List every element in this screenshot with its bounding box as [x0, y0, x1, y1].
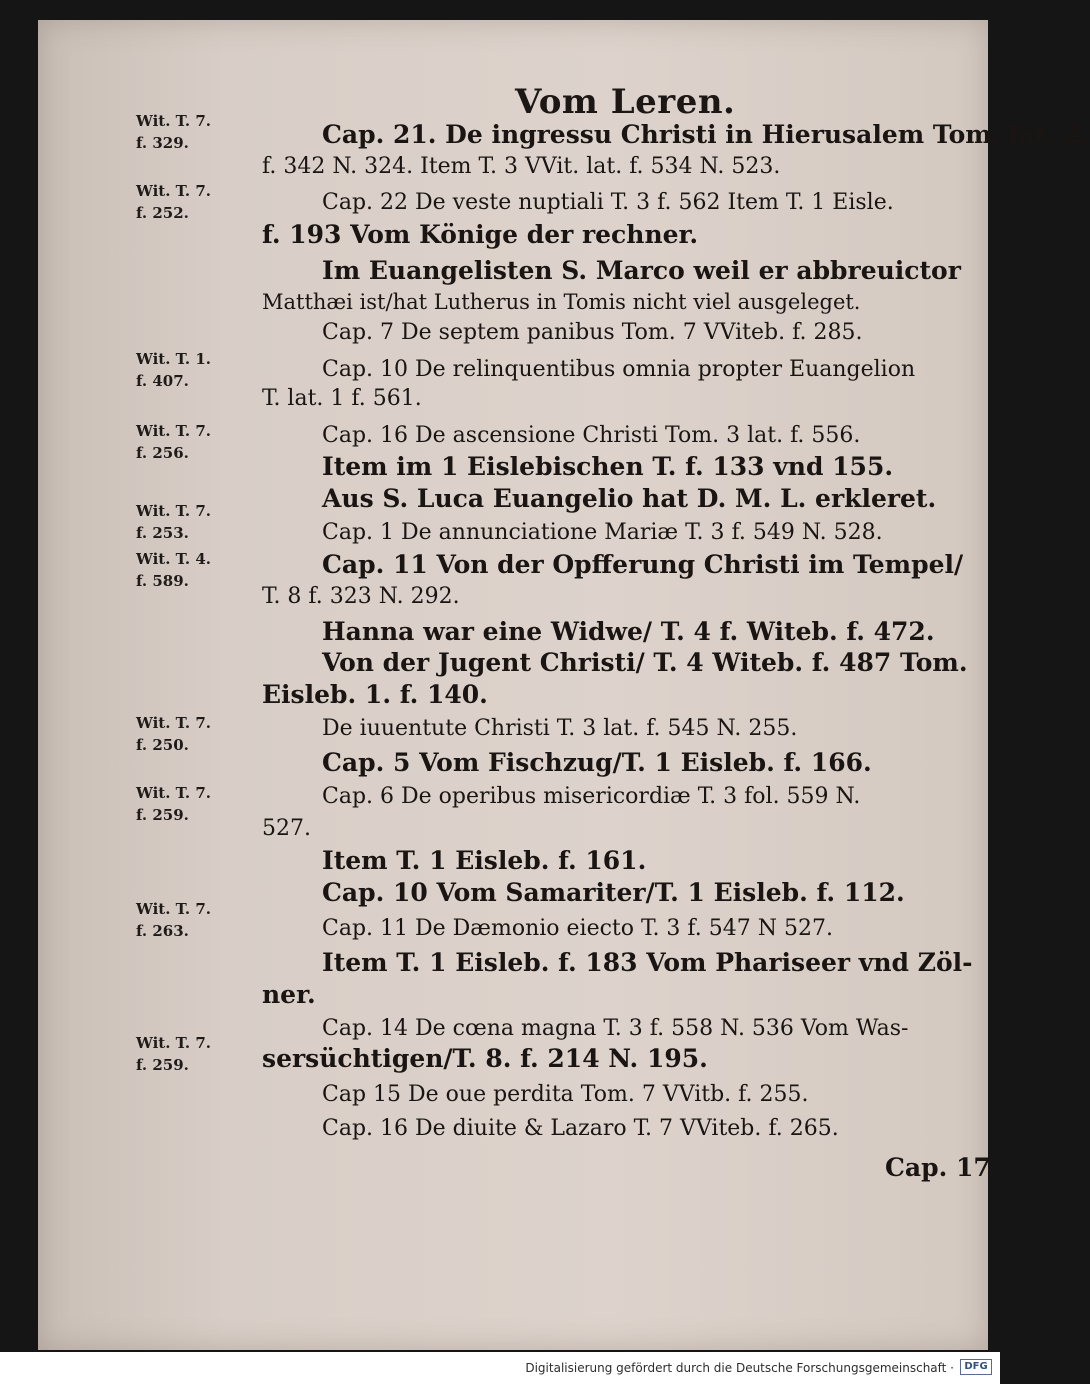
margin-note — [136, 500, 256, 544]
margin-note-line: f. 589. — [136, 572, 189, 590]
text-line: f. 193 Vom Könige der rechner. — [262, 220, 699, 249]
text-line: Cap. 10 De relinquentibus omnia propter Euangelion — [322, 357, 916, 382]
text-line: Cap. 1 De annunciatione Mariæ T. 3 f. 549 N. 528. — [322, 520, 883, 545]
margin-note-line: f. 259. — [136, 1056, 189, 1074]
text-line: Cap. 21. De ingressu Christi in Hierusalem Tom. lat. 2. — [322, 120, 1090, 149]
text-line: T. 8 f. 323 N. 292. — [262, 584, 460, 609]
text-line: Cap. 11 Von der Opfferung Christi im Tempel/ — [322, 550, 964, 579]
text-line: Matthæi ist/hat Lutherus in Tomis nicht viel ausgeleget. — [262, 290, 861, 314]
funding-notice: Digitalisierung gefördert durch die Deutsche Forschungsgemeinschaft · — [525, 1361, 954, 1375]
margin-note-line: f. 263. — [136, 922, 189, 940]
text-line: Cap. 5 Vom Fischzug/T. 1 Eisleb. f. 166. — [322, 748, 872, 777]
text-line: Cap. 16 De diuite & Lazaro T. 7 VVitеb. f. 265. — [322, 1116, 839, 1141]
margin-note-line: Wit. T. 7. — [136, 422, 211, 440]
text-line: Im Euangelisten S. Marco weil er abbreuictor — [322, 256, 961, 285]
text-line: Item T. 1 Eisleb. f. 161. — [322, 846, 647, 875]
text-line: sersüchtigen/T. 8. f. 214 N. 195. — [262, 1044, 708, 1073]
dfg-logo[interactable]: DFG — [960, 1359, 992, 1375]
footer-bar — [0, 1352, 1000, 1384]
catchword: Cap. 17 — [885, 1153, 991, 1182]
margin-note-line: f. 259. — [136, 806, 189, 824]
margin-note-line: f. 407. — [136, 372, 189, 390]
text-line: Cap. 10 Vom Samariter/T. 1 Eisleb. f. 112. — [322, 878, 905, 907]
text-line: Von der Jugent Christi/ T. 4 Witеb. f. 487 Tom. — [322, 648, 968, 677]
margin-note-line: f. 250. — [136, 736, 189, 754]
margin-note — [136, 1032, 256, 1076]
margin-note-line: f. 253. — [136, 524, 189, 542]
margin-note — [136, 110, 256, 154]
text-line: Cap. 6 De operibus misericordiæ T. 3 fol. 559 N. — [322, 784, 861, 809]
margin-note — [136, 548, 256, 592]
running-head: Vom Leren. — [515, 82, 736, 122]
text-line: Eisleb. 1. f. 140. — [262, 680, 488, 709]
margin-note-line: Wit. T. 1. — [136, 350, 211, 368]
margin-note-line: f. 252. — [136, 204, 189, 222]
margin-note-line: Wit. T. 4. — [136, 550, 211, 568]
text-line: Cap. 14 De cœna magna T. 3 f. 558 N. 536 Vom Was- — [322, 1016, 909, 1041]
margin-note-line: f. 256. — [136, 444, 189, 462]
text-line: Aus S. Luca Euangelio hat D. M. L. erkleret. — [322, 484, 937, 513]
text-line: ner. — [262, 980, 316, 1009]
text-line: Cap. 16 De ascensione Christi Tom. 3 lat. f. 556. — [322, 423, 861, 448]
text-line: Item im 1 Eislebischen T. f. 133 vnd 155. — [322, 452, 894, 481]
margin-note — [136, 712, 256, 756]
text-line: Item T. 1 Eisleb. f. 183 Vom Phariseer vnd Zöl- — [322, 948, 973, 977]
text-line: T. lat. 1 f. 561. — [262, 386, 422, 411]
margin-note — [136, 348, 256, 392]
margin-note-line: Wit. T. 7. — [136, 784, 211, 802]
margin-note — [136, 420, 256, 464]
margin-note-line: Wit. T. 7. — [136, 1034, 211, 1052]
text-line: De iuuentute Christi T. 3 lat. f. 545 N. 255. — [322, 716, 798, 741]
text-line: Cap. 22 De veste nuptiali T. 3 f. 562 Item T. 1 Eisle. — [322, 190, 894, 215]
text-line: Cap 15 De oue perdita Tom. 7 VVitb. f. 255. — [322, 1082, 809, 1107]
margin-note — [136, 782, 256, 826]
margin-note — [136, 898, 256, 942]
text-line: 527. — [262, 816, 311, 841]
margin-note-line: Wit. T. 7. — [136, 900, 211, 918]
text-line: Hanna war eine Widwe/ T. 4 f. Witeb. f. 472. — [322, 617, 935, 646]
text-line: f. 342 N. 324. Item T. 3 VVit. lat. f. 534 N. 523. — [262, 154, 781, 179]
text-line: Cap. 11 De Dæmonio eiecto T. 3 f. 547 N 527. — [322, 916, 833, 941]
margin-note-line: Wit. T. 7. — [136, 182, 211, 200]
margin-note — [136, 180, 256, 224]
text-line: Cap. 7 De septem panibus Tom. 7 VVitеb. f. 285. — [322, 320, 863, 345]
margin-note-line: Wit. T. 7. — [136, 502, 211, 520]
margin-note-line: Wit. T. 7. — [136, 112, 211, 130]
margin-note-line: f. 329. — [136, 134, 189, 152]
margin-note-line: Wit. T. 7. — [136, 714, 211, 732]
